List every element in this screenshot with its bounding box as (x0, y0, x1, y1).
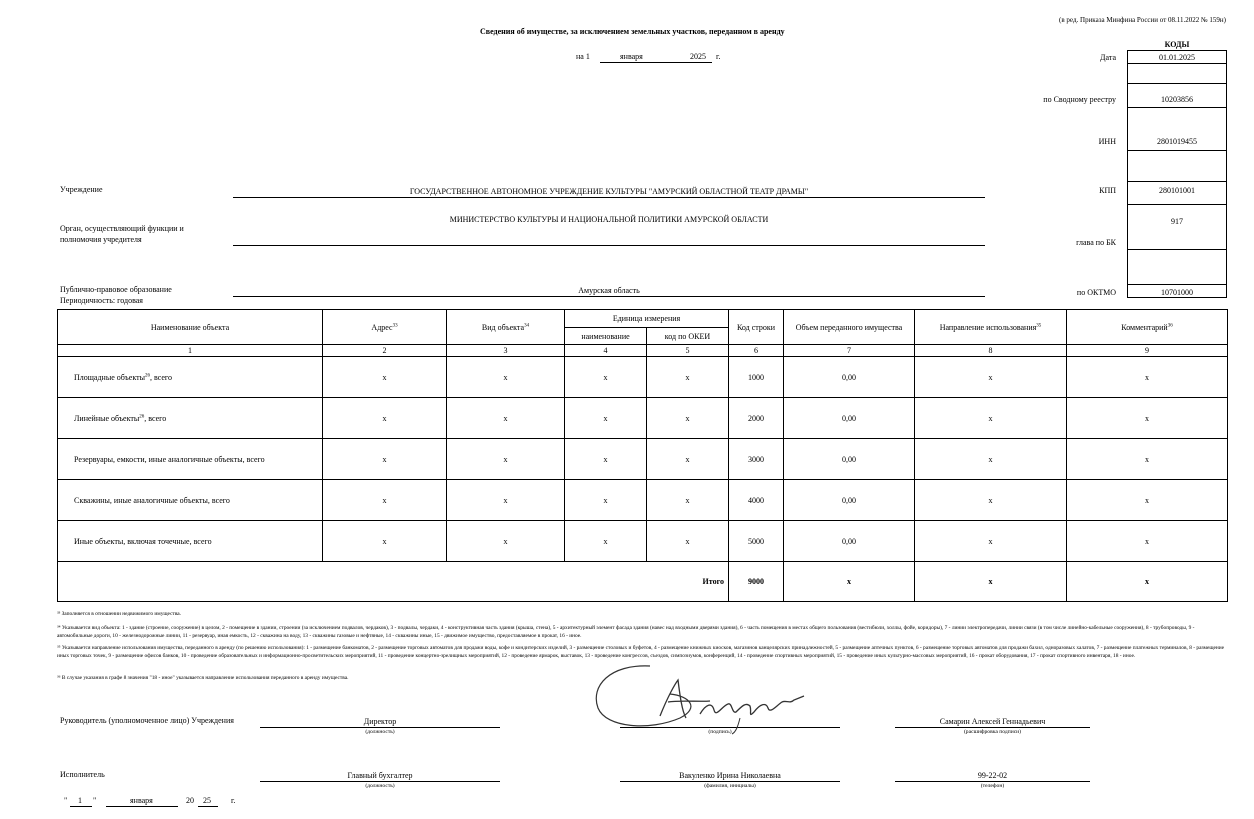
head-name: Самарин Алексей Геннадьевич (939, 717, 1046, 726)
position-caption: (должность) (365, 729, 395, 735)
date-code: 01.01.2025 (1159, 53, 1195, 62)
sign-date-day: 1 (78, 796, 82, 805)
row-code: 5000 (729, 521, 784, 562)
total-direction: х (915, 562, 1067, 602)
codes-divider (1127, 181, 1227, 182)
codes-divider (1127, 63, 1227, 64)
table-row (58, 439, 1228, 480)
phone-caption: (телефон) (980, 783, 1005, 789)
edition-note: (в ред. Приказа Минфина России от 08.11.2022 № 159н) (1059, 16, 1226, 24)
signature-caption: (подпись) (708, 729, 732, 735)
row-okei: х (647, 357, 729, 398)
executor-name-line (620, 781, 840, 782)
sign-date-month: января (130, 796, 153, 805)
row-comment: х (1067, 357, 1228, 398)
date-label: Дата (1100, 53, 1116, 62)
col-number: 7 (784, 345, 915, 357)
row-volume: 0,00 (784, 357, 915, 398)
founder-line (233, 245, 985, 246)
row-volume: 0,00 (784, 439, 915, 480)
report-date-suffix: г. (716, 52, 721, 61)
kpp-code: 280101001 (1159, 186, 1195, 195)
row-direction: х (915, 480, 1067, 521)
fio-caption: (фамилия, инициалы) (704, 783, 756, 789)
row-code: 3000 (729, 439, 784, 480)
row-address: х (323, 439, 447, 480)
codes-divider (1127, 150, 1227, 151)
col-number: 2 (323, 345, 447, 357)
executor-position-line (260, 781, 500, 782)
row-okei: х (647, 521, 729, 562)
codes-divider (1127, 107, 1227, 108)
kpp-label: КПП (1099, 186, 1116, 195)
row-type: х (447, 439, 565, 480)
row-type: х (447, 521, 565, 562)
row-code: 1000 (729, 357, 784, 398)
row-okei: х (647, 398, 729, 439)
total-code: 9000 (729, 562, 784, 602)
oktmo-code: 10701000 (1161, 288, 1193, 297)
total-label: Итого (58, 562, 729, 602)
executor-phone-line (895, 781, 1090, 782)
row-address: х (323, 521, 447, 562)
ppo-label: Публично-правовое образование (60, 285, 172, 294)
row-name: Линейные объекты$^{26}$, всего (58, 398, 323, 439)
institution-line (233, 197, 985, 198)
row-address: х (323, 357, 447, 398)
row-comment: х (1067, 521, 1228, 562)
row-code: 2000 (729, 398, 784, 439)
codes-box (1127, 50, 1227, 298)
sign-date-suffix: г. (231, 796, 236, 805)
total-comment: х (1067, 562, 1228, 602)
footnote-34: ³⁴ Указывается вид объекта: 1 - здание (строение, сооружение) в целом, 2 - помещение в здании, строении (за исключением подвалов, чердаков), 3 - подвалы, чердаки, 4 - конструктивная часть здания (крыша, стена), 5 - архитектурный элемент фасада здания (навес над входными дверями здания), 6 - часть помещения в местах общего пользования (вестибюли, холлы, фойе, коридоры), 7 - линии электропередачи, линии связи (в том числе линейно-кабельные сооружения), 8 - трубопроводы, 9 - автомобильные дороги, 10 - железнодорожные линии, 11 - резервуар, иная емкость, 12 - скважина на воду, 13 - скважины газовые и нефтяные, 14 - скважины иные, 15 - движимое имущество, предоставляемое в прокат, 16 - иное. (57, 625, 1195, 639)
table-row (58, 521, 1228, 562)
row-unit: х (565, 398, 647, 439)
row-okei: х (647, 439, 729, 480)
header-type: Вид объекта$^{34}$ (447, 310, 565, 345)
glava-label: глава по БК (1076, 238, 1116, 247)
row-unit: х (565, 480, 647, 521)
report-date-year: 2025 (690, 52, 706, 61)
row-direction: х (915, 398, 1067, 439)
report-date-line (600, 62, 712, 63)
row-name: Площадные объекты$^{26}$, всего (58, 357, 323, 398)
institution-value: ГОСУДАРСТВЕННОЕ АВТОНОМНОЕ УЧРЕЖДЕНИЕ КУЛЬТУРЫ "АМУРСКИЙ ОБЛАСТНОЙ ТЕАТР ДРАМЫ" (409, 187, 809, 196)
signature-scribble (590, 656, 840, 736)
glava-code: 917 (1171, 217, 1183, 226)
executor-position: Главный бухгалтер (347, 771, 413, 780)
codes-divider (1127, 204, 1227, 205)
header-volume: Объем переданного имущества (784, 310, 915, 345)
sign-date-year-line (198, 806, 218, 807)
row-code: 4000 (729, 480, 784, 521)
inn-code: 2801019455 (1157, 137, 1197, 146)
sign-date-month-line (106, 806, 178, 807)
row-unit: х (565, 521, 647, 562)
head-position-line (260, 727, 500, 728)
header-unit: Единица измерения (565, 310, 729, 328)
row-type: х (447, 357, 565, 398)
row-name: Резервуары, емкости, иные аналогичные объекты, всего (58, 439, 323, 480)
sign-date-century: 20 (186, 796, 194, 805)
head-label: Руководитель (уполномоченное лицо) Учреждения (60, 716, 234, 725)
property-table (57, 309, 1228, 602)
col-number: 5 (647, 345, 729, 357)
row-direction: х (915, 521, 1067, 562)
row-address: х (323, 480, 447, 521)
row-unit: х (565, 357, 647, 398)
footnote-36: ³⁶ В случае указания в графе 8 значения "18 - иное" указывается направление использования переданного в аренду имущества. (57, 675, 349, 681)
row-type: х (447, 398, 565, 439)
total-row (58, 562, 1228, 602)
header-address: Адрес$^{33}$ (323, 310, 447, 345)
executor-position-caption: (должность) (365, 783, 395, 789)
row-volume: 0,00 (784, 480, 915, 521)
report-date-month: января (620, 52, 643, 61)
table-row (58, 398, 1228, 439)
row-comment: х (1067, 480, 1228, 521)
table-row (58, 357, 1228, 398)
row-comment: х (1067, 439, 1228, 480)
table-row (58, 480, 1228, 521)
footnote-33: ³³ Заполняется в отношении недвижимого имущества. (57, 611, 182, 617)
header-unit-okei: код по ОКЕИ (647, 328, 729, 345)
ppo-value: Амурская область (578, 286, 640, 295)
ppo-line (233, 296, 985, 297)
codes-divider (1127, 284, 1227, 285)
oktmo-label: по ОКТМО (1076, 288, 1116, 297)
period-label: Периодичность: годовая (60, 296, 143, 305)
header-direction: Направление использования$^{35}$ (915, 310, 1067, 345)
header-comment: Комментарий$^{36}$ (1067, 310, 1228, 345)
row-volume: 0,00 (784, 521, 915, 562)
row-unit: х (565, 439, 647, 480)
founder-label-1: Орган, осуществляющий функции и (60, 224, 184, 233)
col-number: 3 (447, 345, 565, 357)
executor-phone: 99-22-02 (977, 771, 1008, 780)
codes-header: КОДЫ (1164, 40, 1190, 49)
row-okei: х (647, 480, 729, 521)
column-numbers-row (58, 345, 1228, 357)
codes-divider (1127, 249, 1227, 250)
row-name: Иные объекты, включая точечные, всего (58, 521, 323, 562)
header-unit-name: наименование (565, 328, 647, 345)
col-number: 1 (58, 345, 323, 357)
row-direction: х (915, 439, 1067, 480)
footnote-35: ³⁵ Указывается направление использования имущества, переданного в аренду (по решению использования): 1 - размещение банкоматов, 2 - размещение торговых автоматов для продажи воды, кофе и кондитерских изделий, 3 - размещение столовых и буфетов, 4 - размещение книжных киосков, магазинов канцелярских принадлежностей, 5 - размещение аптечных пунктов, 6 - размещение торговых автоматов для продажи бахил, одноразовых халатов, 7 - размещение платежных терминалов, 8 - размещение иных торговых точек, 9 - размещение офисов банков, 10 - проведение образовательных и информационно-просветительских мероприятий, 11 - проведение концертно-зрелищных мероприятий, 12 - проведение ярмарок, выставок, 13 - проведение конгрессов, съездов, симпозиумов, конференций, 14 - проведение спортивных мероприятий, 15 - проведение иных культурно-массовых мероприятий, 16 - прокат оборудования, 17 - прокат спортивного инвентаря, 18 - иное. (57, 645, 1225, 659)
header-code: Код строки (729, 310, 784, 345)
sign-date-quote-close: " (93, 796, 97, 805)
total-volume: х (784, 562, 915, 602)
registry-label: по Сводному реестру (1043, 95, 1116, 104)
row-direction: х (915, 357, 1067, 398)
row-type: х (447, 480, 565, 521)
sign-date-year: 25 (203, 796, 211, 805)
sign-date-quote-open: " (64, 796, 68, 805)
sign-date-day-line (70, 806, 92, 807)
header-name: Наименование объекта (58, 310, 323, 345)
codes-divider (1127, 83, 1227, 84)
report-title: Сведения об имуществе, за исключением земельных участков, переданном в аренду (480, 27, 785, 36)
col-number: 9 (1067, 345, 1228, 357)
institution-label: Учреждение (60, 185, 103, 194)
inn-label: ИНН (1098, 137, 1116, 146)
registry-code: 10203856 (1161, 95, 1193, 104)
row-volume: 0,00 (784, 398, 915, 439)
executor-name: Вакуленко Ирина Николаевна (679, 771, 781, 780)
col-number: 8 (915, 345, 1067, 357)
row-comment: х (1067, 398, 1228, 439)
head-name-line (895, 727, 1090, 728)
col-number: 6 (729, 345, 784, 357)
head-position: Директор (363, 717, 397, 726)
founder-value: МИНИСТЕРСТВО КУЛЬТУРЫ И НАЦИОНАЛЬНОЙ ПОЛИТИКИ АМУРСКОЙ ОБЛАСТИ (449, 215, 769, 224)
name-caption: (расшифровка подписи) (963, 729, 1022, 735)
row-name: Скважины, иные аналогичные объекты, всего (58, 480, 323, 521)
executor-label: Исполнитель (60, 770, 105, 779)
founder-label-2: полномочия учредителя (60, 235, 142, 244)
row-address: х (323, 398, 447, 439)
col-number: 4 (565, 345, 647, 357)
report-date-prefix: на 1 (576, 52, 590, 61)
